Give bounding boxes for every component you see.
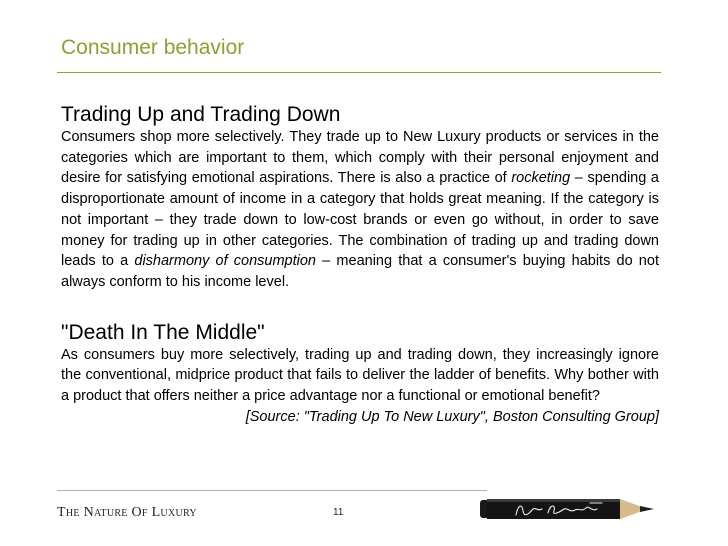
- trading-text-part-1: Consumers shop more selectively. They trade up to New Luxury products or services in the categories which are important to them, which comply with their personal enjoyment and desire for satisfying emotional aspirations. There is also a practice of: [61, 129, 659, 187]
- section-heading-trading: Trading Up and Trading Down: [61, 103, 341, 126]
- source-citation: [Source: "Trading Up To New Luxury", Boston Consulting Group]: [245, 408, 659, 425]
- footer-divider: [57, 490, 487, 491]
- pencil-logo-icon: [478, 486, 658, 536]
- pencil-lead: [640, 506, 654, 512]
- section-heading-death-in-middle: "Death In The Middle": [61, 320, 265, 344]
- death-in-middle-paragraph: As consumers buy more selectively, trading up and trading down, they increasingly ignore the conventional, midprice product that fails to deliver the ladder of benefits. Why bother with a product that offers neither a price advantage nor a functional or emotional benefit?: [61, 346, 659, 405]
- title-divider: [57, 72, 661, 73]
- slide-title: Consumer behavior: [61, 36, 245, 59]
- trading-text-part-2: – spending a disproportionate amount of income in a category that holds great meaning. If the category is not important – they trade down to low-cost brands or even go without, in order to save money for trading up in other categories. The combination of trading up and trading down leads to a: [61, 170, 659, 270]
- pencil-highlight: [487, 499, 620, 502]
- section-spacer: [61, 293, 659, 320]
- page-number: 11: [333, 507, 344, 518]
- slide-content: [61, 102, 659, 427]
- footer-brand-text: The Nature Of Luxury: [57, 505, 197, 520]
- rocketing-term: rocketing: [511, 170, 571, 187]
- trading-text-part-3: – meaning that a consumer's buying habits do not always conform to his income level.: [61, 253, 659, 290]
- trading-paragraph: [61, 127, 659, 293]
- disharmony-term: disharmony of consumption: [134, 253, 316, 270]
